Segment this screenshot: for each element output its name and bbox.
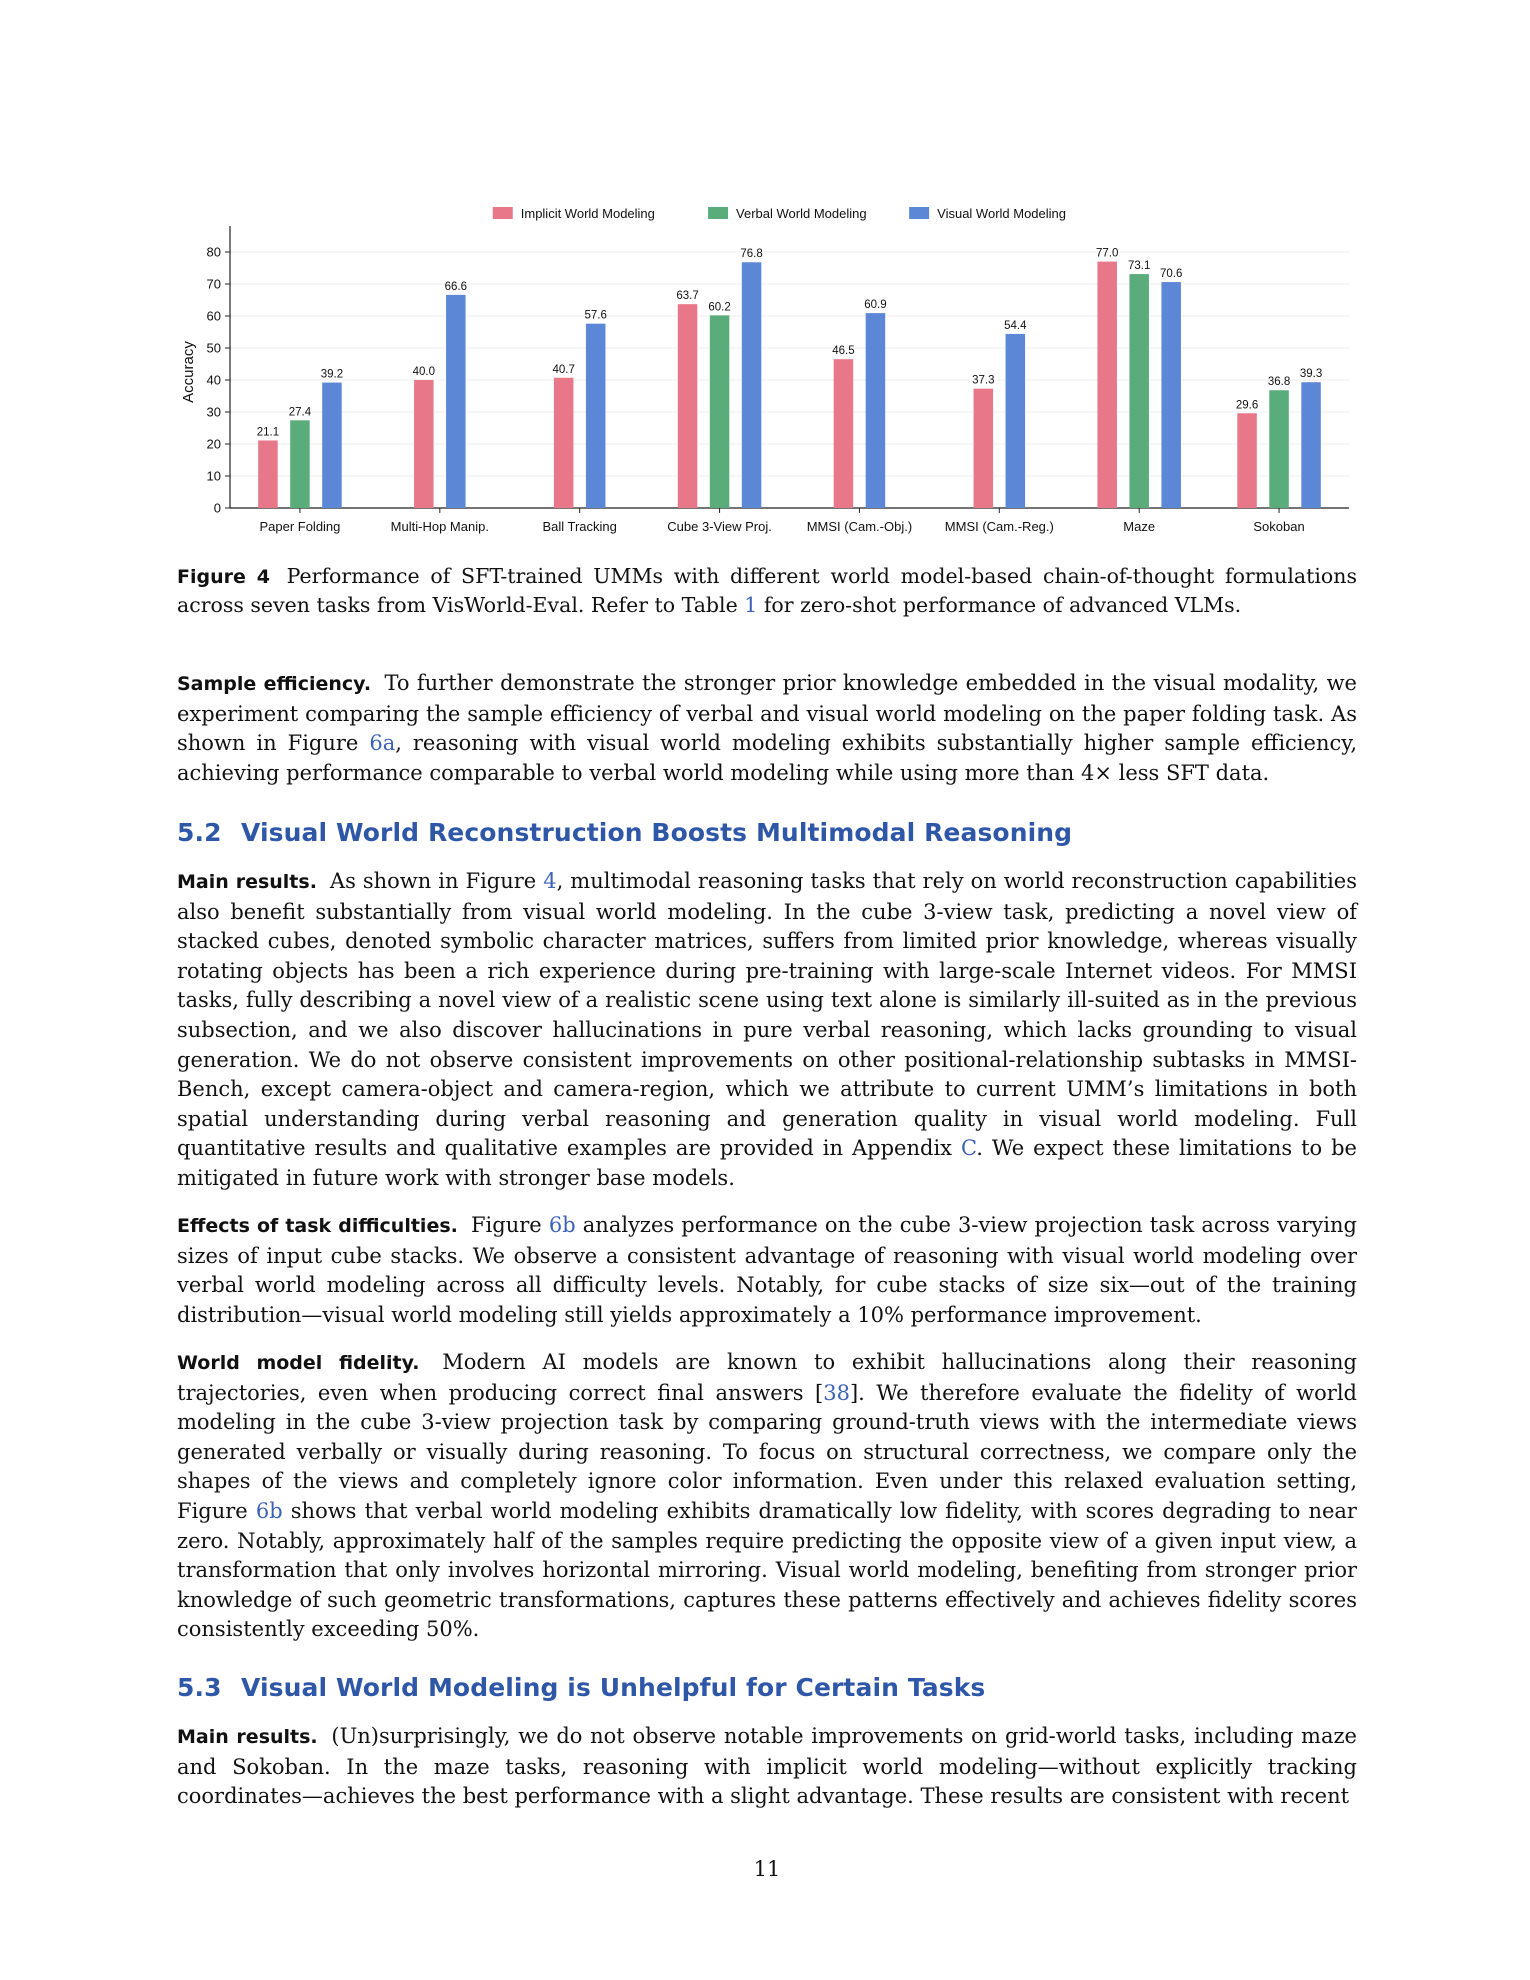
bar: [1269, 390, 1289, 508]
section-heading-5-3: [177, 1673, 985, 1702]
bar: [414, 380, 434, 508]
y-tick-label: 60: [206, 308, 221, 324]
data-label: 66.6: [444, 280, 468, 293]
citation-ref-link[interactable]: 38: [823, 1380, 850, 1405]
paragraph-text: Figure: [470, 1213, 542, 1237]
bar: [258, 440, 278, 508]
appendix-ref-link[interactable]: C: [960, 1136, 977, 1161]
paragraph-text: As shown in Figure: [329, 869, 537, 893]
y-tick-label: 10: [206, 468, 221, 484]
x-tick-label: MMSI (Cam.-Reg.): [944, 519, 1054, 534]
figure-4-caption: [177, 562, 1357, 619]
x-tick-label: MMSI (Cam.-Obj.): [806, 519, 913, 534]
bar: [710, 315, 730, 508]
legend-swatch: [493, 207, 513, 219]
y-tick-label: 50: [206, 340, 221, 356]
y-tick-label: 20: [206, 436, 221, 452]
section-heading-5-2: [177, 818, 1072, 847]
paragraph-text: (Un)surprisingly, we do not observe notable improvements on grid-world tasks, including maze and Sokoban. In the maze tasks, reasoning with implicit world modeling—without explicitly tracking coordinates—achieves the best performance with a slight advantage. These results are consistent with recent: [177, 1724, 1357, 1809]
bar: [1097, 262, 1117, 508]
data-label: 46.5: [832, 345, 855, 358]
bar: [742, 262, 762, 508]
paragraph-heading: Effects of task difficulties.: [177, 1215, 458, 1237]
figure-label: Figure 4: [177, 566, 270, 588]
main-results-53-paragraph: [177, 1722, 1357, 1812]
table-ref-link[interactable]: 1: [744, 593, 758, 617]
sample-efficiency-paragraph: [177, 669, 1357, 788]
task-difficulties-paragraph: [177, 1211, 1357, 1330]
paragraph-heading: World model fidelity.: [177, 1352, 420, 1374]
bar: [866, 313, 886, 508]
paragraph-text: , reasoning with visual world modeling exhibits substantially higher sample efficiency, achieving performance comparable to verbal world modeling while using more than 4× less SFT data.: [177, 731, 1357, 785]
bar: [446, 295, 466, 508]
data-label: 21.1: [256, 426, 280, 439]
paragraph-text: . We expect these limitations to be mitigated in future work with stronger base models.: [177, 1136, 1357, 1190]
section-number: 5.3: [177, 1673, 222, 1702]
paragraph-heading: Main results.: [177, 1726, 318, 1748]
page-number: 11: [753, 1857, 781, 1881]
data-label: 76.8: [740, 248, 763, 261]
bar: [322, 383, 342, 508]
caption-text-after: for zero-shot performance of advanced VLMs.: [763, 593, 1242, 617]
bar: [290, 420, 310, 508]
paragraph-text: shows that verbal world modeling exhibits dramatically low fidelity, with scores degrading to near zero. Notably, approximately half of the samples require predicting the opposite view of a given input view, a transformation that only involves horizontal mirroring. Visual world modeling, benefiting from stronger prior knowledge of such geometric transformations, captures these patterns effectively and achieves fidelity scores consistently exceeding 50%.: [177, 1498, 1357, 1642]
y-tick-label: 80: [206, 244, 221, 260]
bar: [1006, 334, 1026, 508]
x-tick-label: Cube 3-View Proj.: [667, 519, 772, 534]
bar: [1301, 382, 1321, 508]
paragraph-heading: Main results.: [177, 871, 317, 893]
bar: [554, 378, 574, 508]
data-label: 37.3: [972, 374, 995, 387]
figure-ref-link[interactable]: 6a: [369, 731, 396, 756]
data-label: 60.9: [864, 299, 887, 312]
bar: [1237, 413, 1257, 508]
bar-chart: [177, 196, 1357, 542]
bar: [1161, 282, 1181, 508]
y-axis-label: Accuracy: [180, 341, 197, 403]
data-label: 36.8: [1267, 376, 1291, 389]
main-results-paragraph: [177, 867, 1357, 1194]
bar: [974, 389, 994, 508]
data-label: 40.0: [412, 366, 436, 378]
y-tick-label: 70: [206, 276, 221, 292]
bar: [1129, 274, 1149, 508]
data-label: 70.6: [1159, 268, 1183, 281]
y-tick-label: 30: [206, 404, 221, 420]
data-label: 54.4: [1004, 319, 1027, 332]
legend-entry: Visual World Modeling: [937, 206, 1067, 221]
legend-swatch: [909, 207, 929, 219]
section-number: 5.2: [177, 818, 222, 847]
x-tick-label: Sokoban: [1253, 519, 1305, 534]
data-label: 39.3: [1299, 368, 1323, 381]
paragraph-heading: Sample efficiency.: [177, 673, 372, 695]
bar: [586, 324, 606, 508]
model-fidelity-paragraph: [177, 1348, 1357, 1645]
x-tick-label: Paper Folding: [259, 519, 341, 534]
figure-ref-link[interactable]: 6b: [548, 1213, 576, 1237]
x-tick-label: Maze: [1123, 519, 1156, 534]
y-tick-label: 40: [206, 372, 221, 388]
data-label: 77.0: [1095, 247, 1119, 260]
legend-entry: Implicit World Modeling: [520, 206, 655, 221]
paragraph-text: ]. We therefore evaluate the fidelity of world modeling in the cube 3-view projection task by comparing ground-truth views with the intermediate views generated verbally or visually during reasoning. To focus on structural correctness, we compare only the shapes of the views and completely ignore color information. Even under this relaxed evaluation setting, Figure: [177, 1380, 1357, 1523]
data-label: 39.2: [320, 368, 344, 381]
data-label: 73.1: [1127, 260, 1151, 273]
y-tick-label: 0: [213, 500, 221, 516]
paragraph-text: , multimodal reasoning tasks that rely on world reconstruction capabilities also benefit substantially from visual world modeling. In the cube 3-view task, predicting a novel view of stacked cubes, denoted symbolic character matrices, suffers from limited prior knowledge, whereas visually rotating objects has been a rich experience during pre-training with large-scale Internet videos. For MMSI tasks, fully describing a novel view of a realistic scene using text alone is similarly ill-suited as in the previous subsection, and we also discover hallucinations in pure verbal reasoning, which lacks grounding to visual generation. We do not observe consistent improvements on other positional-relationship subtasks in MMSI-Bench, except camera-object and camera-region, which we attribute to current UMM’s limitations in both spatial understanding during verbal reasoning and generation quality in visual world modeling. Full quantitative results and qualitative examples are provided in Appendix: [177, 869, 1357, 1161]
figure-4-chart: [177, 196, 1357, 542]
data-label: 40.7: [552, 363, 575, 376]
paragraph-text: analyzes performance on the cube 3-view projection task across varying sizes of input cube stacks. We observe a consistent advantage of reasoning with visual world modeling over verbal world modeling across all difficulty levels. Notably, for cube stacks of size six—out of the training distribution—visual world modeling still yields approximately a 10% performance improvement.: [177, 1213, 1357, 1327]
x-tick-label: Ball Tracking: [542, 519, 617, 534]
data-label: 63.7: [676, 290, 699, 303]
legend-swatch: [708, 207, 728, 219]
figure-ref-link[interactable]: 4: [543, 869, 557, 893]
bar: [678, 304, 698, 508]
caption-text: Performance of SFT-trained UMMs with different world model-based chain-of-thought formulations across seven tasks from VisWorld-Eval. Refer to Table: [177, 564, 1357, 617]
section-title: Visual World Modeling is Unhelpful for Certain Tasks: [241, 1673, 986, 1702]
data-label: 60.2: [708, 301, 731, 314]
data-label: 57.6: [584, 309, 607, 322]
section-title: Visual World Reconstruction Boosts Multimodal Reasoning: [241, 818, 1073, 847]
figure-ref-link[interactable]: 6b: [255, 1498, 283, 1523]
data-label: 27.4: [288, 406, 312, 419]
bar: [834, 359, 854, 508]
x-tick-label: Multi-Hop Manip.: [390, 519, 489, 534]
data-label: 29.6: [1235, 399, 1259, 412]
paragraph-text: To further demonstrate the stronger prior knowledge embedded in the visual modality, we experiment comparing the sample efficiency of verbal and visual world modeling on the paper folding task. As shown in Figure: [177, 671, 1357, 756]
legend-entry: Verbal World Modeling: [736, 206, 867, 221]
chart-svg: [177, 196, 1357, 542]
paragraph-text: Modern AI models are known to exhibit hallucinations along their reasoning trajectories, even when producing correct final answers [: [177, 1350, 1357, 1405]
